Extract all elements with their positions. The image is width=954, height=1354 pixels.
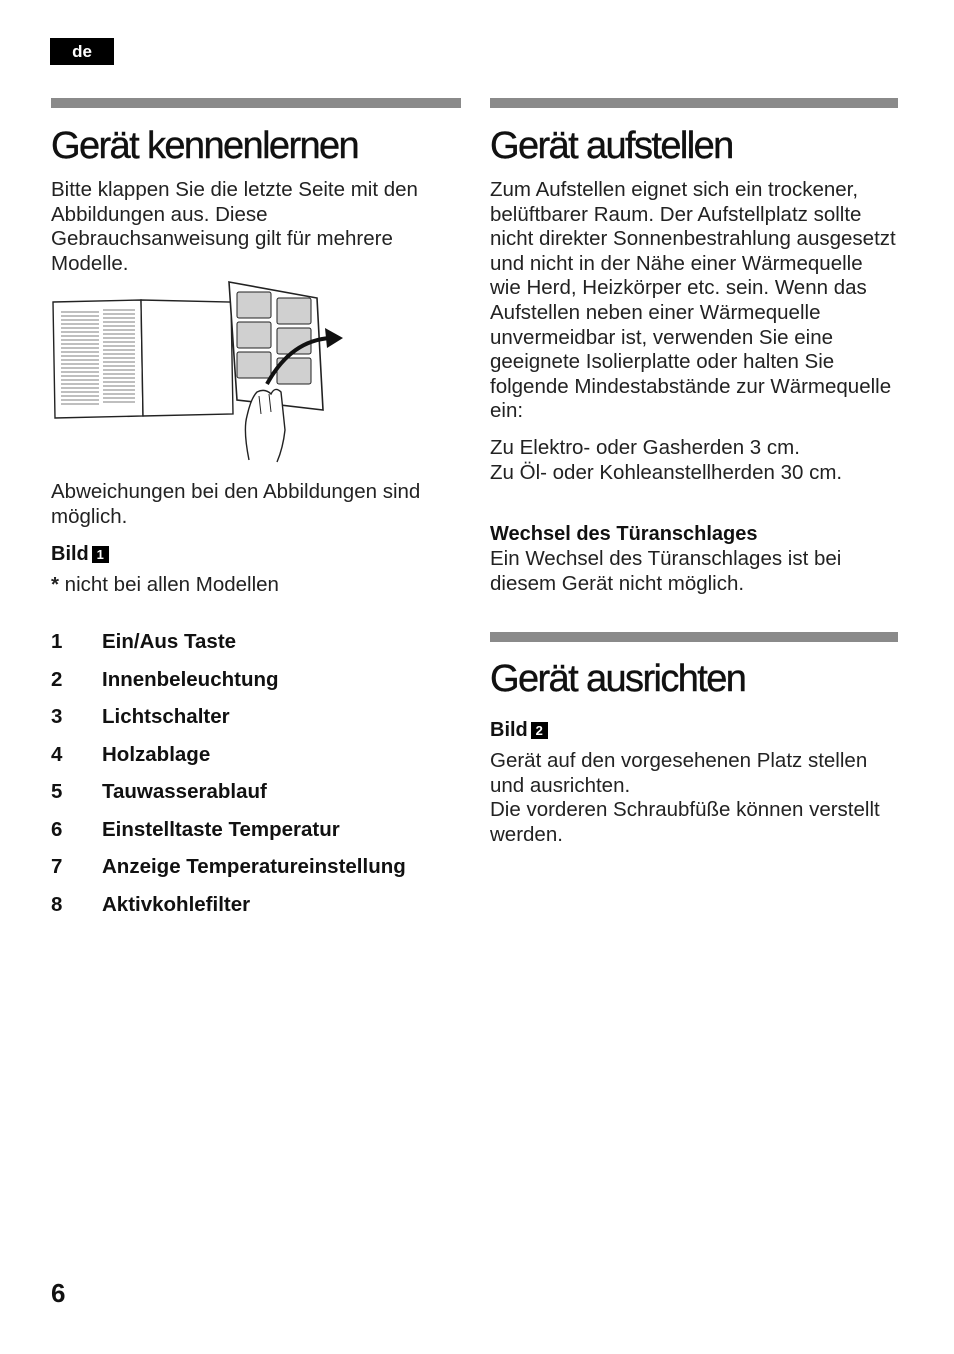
section-heading: Gerät aufstellen <box>490 125 733 167</box>
part-label: Innenbeleuchtung <box>102 667 279 691</box>
list-item <box>51 743 461 781</box>
part-number: 5 <box>51 780 63 803</box>
section-divider <box>490 632 898 642</box>
section-divider <box>51 98 461 108</box>
subheading-door-hinge: Wechsel des Türanschlages <box>490 523 758 546</box>
part-number: 1 <box>51 630 63 653</box>
part-label: Einstelltaste Temperatur <box>102 817 340 841</box>
list-item <box>51 630 461 668</box>
list-item <box>51 818 461 856</box>
part-number: 2 <box>51 667 63 691</box>
page-number: 6 <box>51 1278 66 1308</box>
part-label: Aktivkohlefilter <box>102 892 251 916</box>
distance-gas: Zu Elektro- oder Gasherden 3 cm. <box>490 435 800 459</box>
fold-out-page-illustration <box>51 280 351 465</box>
part-label: Holzablage <box>102 742 211 766</box>
installation-paragraph: Zum Aufstellen eignet sich ein trockener, belüftbarer Raum. Der Aufstellplatz sollte nicht direkter Sonnenbestrahlung ausgesetzt und nicht in der Nähe einer Wärmequelle wie Herd, Heizkörper etc. sein. Wenn das Aufstellen neben einer Wärmequelle unvermeidbar ist, verwenden Sie eine geeignete Isolierplatte oder halten Sie folgende Mindestabstände zur Wärmequelle ein: <box>490 178 896 423</box>
section-leveling <box>490 632 898 847</box>
part-number: 3 <box>51 705 63 728</box>
deviation-note: Abweichungen bei den Abbildungen sind möglich. <box>51 480 421 528</box>
part-label: Anzeige Temperatureinstellung <box>102 855 406 878</box>
figure-label: Bild <box>490 719 528 741</box>
part-number: 6 <box>51 817 63 841</box>
list-item <box>51 893 461 931</box>
section-heading: Gerät ausrichten <box>490 658 746 700</box>
part-number: 7 <box>51 855 63 878</box>
leveling-text: Gerät auf den vorgesehenen Platz stellen und ausrichten. <box>490 749 868 797</box>
section-heading: Gerät kennenlernen <box>51 125 359 167</box>
footnote-star: * <box>51 573 59 596</box>
part-label: Ein/Aus Taste <box>102 630 237 653</box>
figure-reference <box>51 541 109 567</box>
section-installation <box>490 98 898 596</box>
leveling-feet-text: Die vorderen Schraubfüße können verstellt werden. <box>490 798 880 846</box>
figure-reference <box>490 717 898 743</box>
intro-paragraph: Bitte klappen Sie die letzte Seite mit den Abbildungen aus. Diese Gebrauchsanweisung gilt für mehrere Modelle. <box>51 178 418 275</box>
section-getting-to-know <box>51 98 461 276</box>
section-divider <box>490 98 898 108</box>
door-hinge-text: Ein Wechsel des Türanschlages ist bei diesem Gerät nicht möglich. <box>490 547 842 595</box>
part-number: 4 <box>51 742 63 766</box>
list-item <box>51 780 461 818</box>
footnote-text: nicht bei allen Modellen <box>58 573 279 596</box>
distance-oil: Zu Öl- oder Kohleanstellherden 30 cm. <box>490 460 843 484</box>
figure-number-badge: 2 <box>531 722 548 739</box>
part-label: Lichtschalter <box>102 705 230 728</box>
figure-number-badge: 1 <box>92 546 109 563</box>
figure-label: Bild <box>51 543 89 565</box>
footnote <box>51 573 461 598</box>
parts-list <box>51 630 461 930</box>
language-tag: de <box>50 38 114 65</box>
list-item <box>51 705 461 743</box>
part-label: Tauwasserablauf <box>102 780 267 803</box>
list-item <box>51 855 461 893</box>
part-number: 8 <box>51 892 63 916</box>
list-item <box>51 668 461 706</box>
